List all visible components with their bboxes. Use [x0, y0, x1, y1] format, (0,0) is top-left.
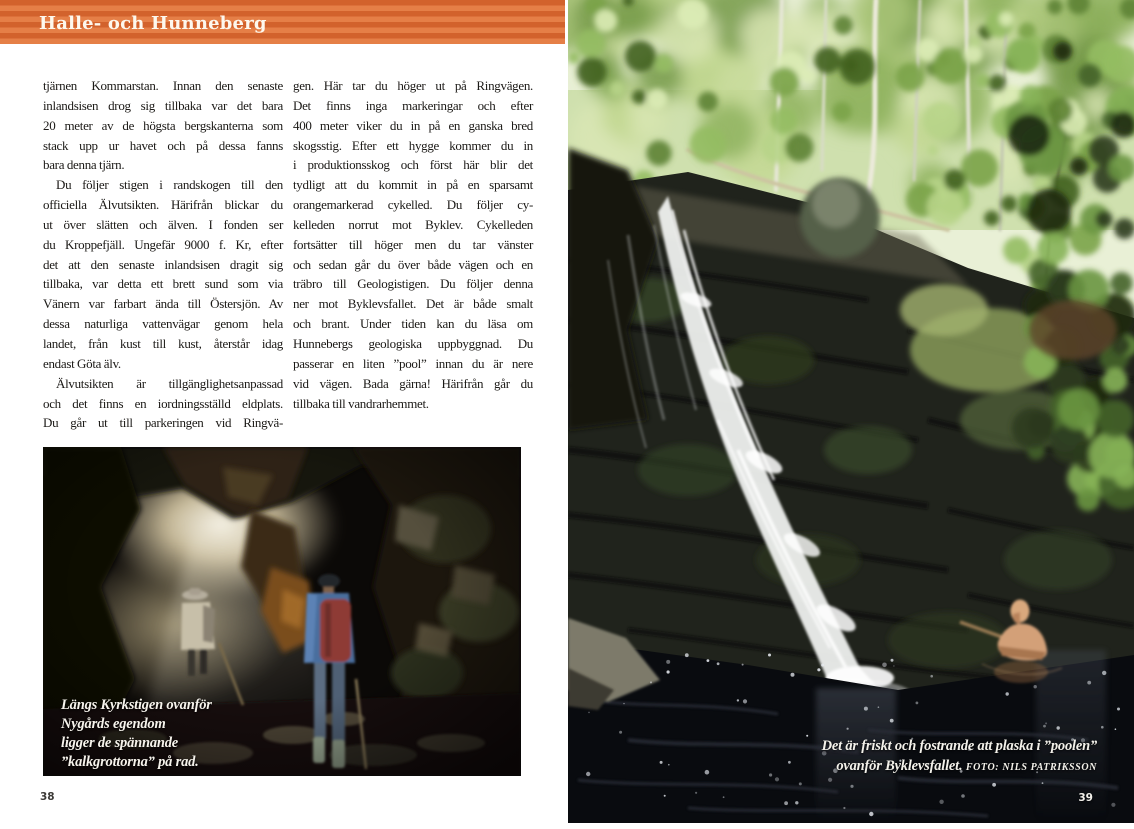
body-text-line: officiella Älvutsikten. Härifrån blickar du — [43, 197, 283, 213]
photo-credit: FOTO: NILS PATRIKSSON — [965, 761, 1097, 773]
body-text-line: kelleden norrut mot Byklev. Cykelleden — [293, 216, 533, 232]
cave-photo — [43, 447, 521, 776]
body-text-line: ut över slätten och älven. I fonden ser — [43, 216, 283, 232]
body-text-line: träbro till Geologistigen. Du följer denna — [293, 276, 533, 292]
body-text-line: Det finns inga markeringar och efter — [293, 97, 533, 113]
body-text-line: och det finns en iordningsställd eldplats. — [43, 395, 283, 411]
body-text-line: Hunnebergs geologiska uppbyggnad. Du — [293, 335, 533, 351]
body-text-line: Du går ut till parkeringen vid Ringvä- — [43, 415, 283, 431]
waterfall-caption-line1: Det är friskt och fostrande att plaska i ”poolen” — [821, 738, 1097, 754]
text-columns — [43, 76, 535, 433]
body-text-line: landet, från kust till kust, återstår idag — [43, 335, 283, 351]
body-text-line: Vänern var farbart ända till Östersjön. Av — [43, 296, 283, 312]
body-text-line: orangemarkerad cykelled. Du följer cy- — [293, 197, 533, 213]
body-text-line: gen. Här tar du höger ut på Ringvägen. — [293, 78, 533, 93]
body-text-line: bara denna tjärn. — [43, 157, 125, 173]
body-text-line: tillbaka till vandrarhemmet. — [293, 395, 429, 411]
waterfall-photo — [568, 0, 1134, 823]
cave-caption-line: Längs Kyrkstigen ovanför — [61, 697, 212, 713]
body-text-line: passerar en liten ”pool” innan du är nere — [293, 355, 533, 371]
cave-caption-line: Nygårds egendom — [61, 716, 166, 732]
body-text-line: vid vägen. Bada gärna! Härifrån går du — [293, 375, 533, 391]
body-text-line: tydligt att du kommit in på en sparsamt — [293, 177, 533, 193]
body-text-line: fortsätter till höger men du tar vänster — [293, 236, 533, 252]
page-number-right: 39 — [1078, 792, 1093, 804]
body-text-line: tillbaka, var detta ett brett sund som via — [43, 276, 283, 292]
waterfall-caption — [822, 737, 1097, 777]
body-text-line: tjärnen Kommarstan. Innan den senaste — [43, 78, 283, 93]
body-text-line: ner mot Byklevsfallet. Det är både smalt — [293, 296, 533, 312]
page-number-left: 38 — [40, 791, 55, 803]
body-text-line: inlandsisen drog sig tillbaka var det bara — [43, 97, 283, 113]
cave-caption-line: ligger de spännande — [61, 735, 179, 751]
body-text-line: dessa naturliga vattenvägar genom hela — [43, 316, 283, 332]
body-text-line: i produktionsskog och först här blir det — [293, 157, 533, 173]
body-text-line: 20 meter av de högsta bergskanterna som — [43, 117, 283, 133]
body-text-line: endast Göta älv. — [43, 355, 121, 371]
chapter-header-bar — [0, 0, 565, 44]
body-text-line: och sedan går du över både vägen och en — [293, 256, 533, 272]
body-text-line: 400 meter viker du in på en ganska bred — [293, 117, 533, 133]
text-column — [293, 76, 533, 433]
cave-photo-caption — [61, 696, 212, 772]
text-column — [43, 76, 283, 433]
body-text-line: du Kroppefjäll. Ungefär 9000 f. Kr, efter — [43, 236, 283, 252]
chapter-title: Halle- och Hunneberg — [39, 13, 267, 34]
body-text-line: Älvutsikten är tillgänglighetsanpassad — [56, 375, 283, 391]
waterfall-caption-line2: ovanför Byklevsfallet. FOTO: NILS PATRIKSSON — [836, 757, 1097, 774]
body-text-line: skogsstig. Efter ett hygge kommer du in — [293, 137, 533, 153]
waterfall-photo-illustration — [568, 0, 1134, 823]
body-text-line: stack upp ur havet och på dessa fanns — [43, 137, 283, 153]
body-text-line: det att den senaste inlandsisen dragit sig — [43, 256, 283, 272]
body-text-line: och brant. Under tiden kan du läsa om — [293, 316, 533, 332]
cave-caption-line: ”kalkgrottorna” på rad. — [61, 754, 199, 770]
body-text-line: Du följer stigen i randskogen till den — [56, 177, 283, 193]
